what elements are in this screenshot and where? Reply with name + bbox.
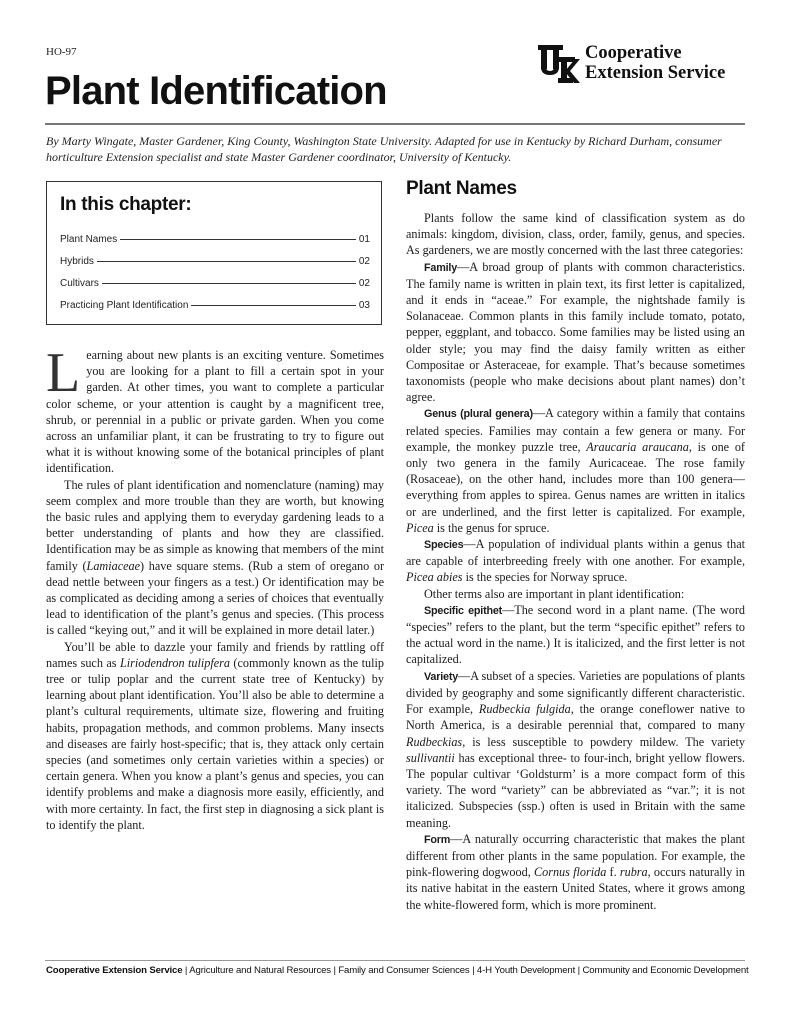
- italic-name: Picea: [406, 520, 434, 535]
- definition-text: —A subset of a species. Varieties are populations of plants divided by geography and some significantly different characteristic. For example,: [406, 668, 745, 717]
- intro-paragraph: [46, 342, 384, 477]
- term-label: Form: [424, 833, 451, 846]
- toc-item[interactable]: [60, 278, 370, 289]
- section-paragraph: Plants follow the same kind of classification system as do animals: kingdom, division, class, order, family, genus, and species. As gardeners, we are mostly concerned with the last three categories:: [406, 211, 745, 258]
- definition-text: is the genus for spruce.: [433, 520, 550, 535]
- uk-logo-icon: [538, 45, 580, 83]
- section-title-plant-names: Plant Names: [406, 178, 517, 199]
- toc-leader: [120, 239, 356, 240]
- toc-item-page: 02: [358, 256, 370, 267]
- toc-item-page: 01: [358, 234, 370, 245]
- italic-name: Rudbeckia fulgida: [478, 702, 571, 717]
- section-paragraph: Other terms also are important in plant identification:: [424, 586, 685, 601]
- header-divider: [45, 123, 745, 125]
- toc-leader: [191, 305, 355, 306]
- definition-family: [406, 259, 745, 406]
- toc-leader: [97, 261, 356, 262]
- italic-name: Picea abies: [406, 570, 463, 585]
- italic-name: Rudbeckias: [406, 734, 463, 749]
- term-label: Species: [424, 539, 464, 552]
- intro-paragraph: [46, 477, 384, 639]
- definition-text: is the species for Norway spruce.: [462, 570, 628, 585]
- toc-item[interactable]: [60, 256, 370, 267]
- definition-text: —A broad group of plants with common characteristics. The family name is written in plain text, its first letter is capitalized, and it ends in “aceae.” For example, the nightshade family is Solanaceae. Common plants in this family include tomato, potato, pepper, eggplant, and tobacco. Some families may be listed using an older style; you may find the daisy family written as either Compositae or Asteraceae, for example. That’s because sometimes taxonomists (people who make decisions about plant names) don’t agree.: [406, 259, 745, 405]
- definition-species: [406, 536, 745, 586]
- toc-item[interactable]: [60, 300, 370, 311]
- definition-text: —A population of individual plants within a genus that are capable of interbreeding freely with one another. For example,: [406, 537, 745, 569]
- definition-text: , occurs naturally in its native habitat in the eastern United States, where it grows among the white-flowered form, which is more prominent.: [406, 865, 745, 912]
- toc-item-page: 02: [358, 278, 370, 289]
- definition-text: , the orange coneflower native to North America, is a desirable perennial that, compared to many: [406, 702, 746, 733]
- extension-logo: [538, 43, 748, 85]
- intro-column: [46, 342, 385, 833]
- paragraph-text: The rules of plant identification and nomenclature (naming) may seem complex and more trouble than they are worth, but knowing the basic rules and applying them to everyday gardening leads to a better understanding of plants and how they are classified. Identification may be as simple as knowing that members of the mint family (: [46, 477, 384, 573]
- intro-paragraph-text: earning about new plants is an exciting venture. Sometimes you are looking for a plant to fill a certain spot in your garden. At other times, you want to complete a particular color scheme, or your attention is caught by a magnificent tree, shrub, or perennial in a public or private garden. When you come across an unfamiliar plant, it can be frustrating to try to figure out what it is without knowing some of the botanical principles of plant identification.: [46, 348, 384, 476]
- footer-programs: | Agriculture and Natural Resources | Family and Consumer Sciences | 4-H Youth Development | Community and Economic Development: [182, 965, 749, 976]
- definition-genus: [406, 405, 745, 536]
- italic-name: sullivantii: [406, 750, 455, 765]
- definition-text: —The second word in a plant name. (The word “species” refers to the plant, but the term “specific epithet” refers to the actual word in the name.) It is italicized, and the first letter is not capitalized.: [406, 602, 745, 667]
- definition-text: —A naturally occurring characteristic that makes the plant different from other plants in the same population. For example, the pink-flowering dogwood,: [406, 831, 745, 880]
- toc-item-label: Cultivars: [60, 278, 99, 289]
- drop-cap: L: [46, 342, 81, 404]
- definition-text: , is less susceptible to powdery mildew. The variety: [462, 734, 745, 749]
- definition-specific-epithet: [406, 602, 745, 668]
- italic-name: Liriodendron tulipfera: [119, 655, 230, 670]
- italic-name: Cornus florida: [533, 865, 607, 880]
- org-name-line1: Cooperative: [585, 43, 682, 63]
- definition-variety: [406, 668, 745, 831]
- chapter-contents-box: [46, 181, 382, 325]
- italic-name: Lamiaceae: [86, 558, 141, 573]
- plant-names-column: [406, 210, 745, 913]
- page-title: Plant Identification: [45, 69, 387, 113]
- toc-item-label: Practicing Plant Identification: [60, 300, 189, 311]
- definition-text: , is one of only two genera in the family Auricaceae. The rose family (Rosaceae), on the other hand, includes more than 100 genera—everything from apples to spirea. Genus names are written in italics or are underlined, and the first letter is capitalized. For example,: [406, 439, 745, 519]
- toc-item-label: Plant Names: [60, 234, 118, 245]
- toc-leader: [102, 283, 356, 284]
- term-label: Specific epithet: [424, 604, 503, 617]
- term-label: Family: [424, 261, 458, 274]
- document-code: HO-97: [46, 46, 77, 58]
- definition-form: [406, 831, 745, 913]
- footer: [46, 965, 749, 976]
- paragraph-text: (commonly known as the tulip tree or tulip poplar and the current state tree of Kentucky) by learning about plant identification. You’ll also be able to determine a plant’s cultural requirements, ultimate size, flowering and fruiting habits, propagation methods, and common problems. Many insects and diseases are fairly host-specific; that is, they attack only certain species (and sometimes only certain varieties within a species) or certain genera. When you know a plant’s genus and species, you can identify problems and make a diagnosis more easily, efficiently, and with more certainty. In fact, the first step in diagnosing a sick plant is to identify the plant.: [46, 655, 384, 832]
- footer-org: Cooperative Extension Service: [46, 965, 183, 976]
- toc-item[interactable]: [60, 234, 370, 245]
- definition-text: has exceptional three- to four-inch, bright yellow flowers. The popular cultivar ‘Goldsturm’ is a more compact form of this variety. The word “variety” can be abbreviated as “var.”; it is not italicized. Subspecies (ssp.) often is used in Britain with the same meaning.: [406, 750, 745, 830]
- footer-divider: [45, 960, 745, 961]
- term-label: Variety: [424, 670, 459, 683]
- toc-title: In this chapter:: [60, 194, 192, 215]
- toc-item-label: Hybrids: [60, 256, 94, 267]
- byline: By Marty Wingate, Master Gardener, King County, Washington State University. Adapted for use in Kentucky by Richard Durham, consumer horticulture Extension specialist and state Master Gardener coordinator, University of Kentucky.: [46, 134, 722, 164]
- term-label: Genus (plural genera): [424, 408, 533, 421]
- definition-text: f.: [606, 865, 620, 880]
- paragraph-text: You’ll be able to dazzle your family and friends by rattling off names such as: [46, 639, 384, 670]
- definition-text: —A category within a family that contains related species. Families may contain a few genera or many. For example, the monkey puzzle tree,: [406, 406, 745, 454]
- paragraph-text: ) have square stems. (Rub a stem of oregano or dead nettle between your fingers as a test.) Or identification may be as complicated as deciding among a series of choices that eventually lead to identification of the plant’s genus and species. (This process is called “keying out,” and it will be explained in more detail later.): [46, 558, 385, 638]
- intro-paragraph: [46, 639, 384, 833]
- italic-name: Araucaria araucana: [586, 439, 689, 454]
- italic-name: rubra: [619, 865, 648, 880]
- org-name-line2: Extension Service: [585, 63, 726, 83]
- toc-item-page: 03: [358, 300, 370, 311]
